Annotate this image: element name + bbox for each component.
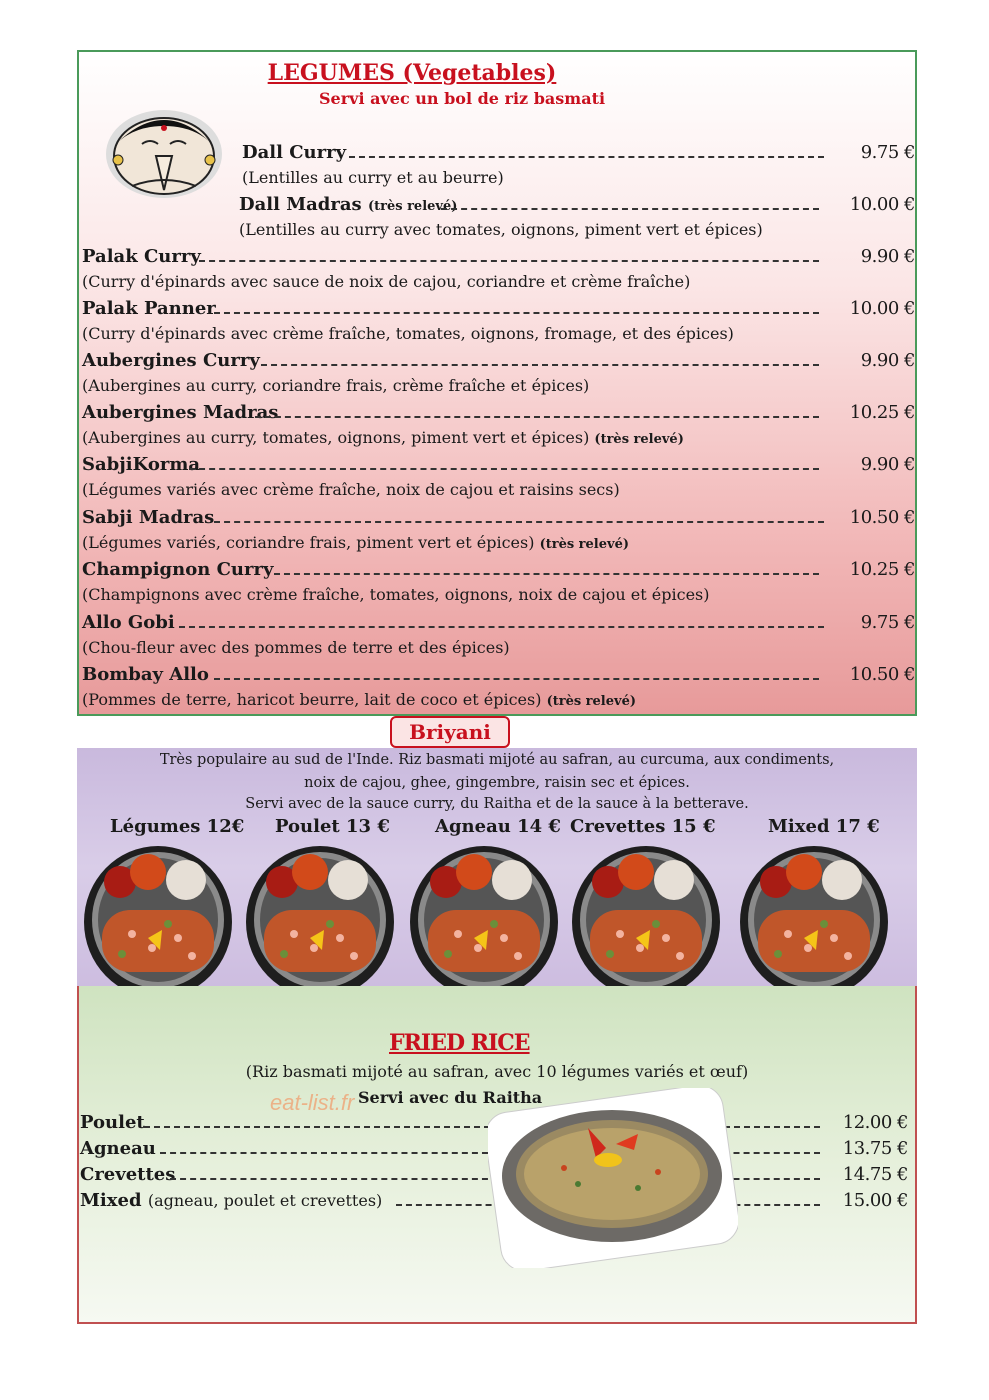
dish-name-text: Crevettes	[80, 1164, 176, 1185]
dish-name	[82, 559, 273, 580]
briyani-desc-line: Servi avec de la sauce curry, du Raitha et de la sauce à la betterave.	[245, 796, 749, 812]
dotted-leader	[189, 468, 819, 470]
dish-name	[82, 298, 216, 319]
briyani-plate-photo	[570, 838, 720, 998]
dish-description-text: (Lentilles au curry avec tomates, oignons, piment vert et épices)	[239, 220, 763, 239]
dish-description	[82, 272, 690, 291]
dish-name-text: Sabji Madras	[82, 507, 215, 528]
briyani-desc-line: Très populaire au sud de l'Inde. Riz basmati mijoté au safran, au curcuma, aux condiments,	[159, 752, 835, 768]
briyani-title: Briyani	[409, 720, 491, 744]
menu-item-row	[79, 246, 915, 272]
dotted-leader	[255, 416, 819, 418]
dish-description	[82, 585, 709, 604]
dotted-leader	[214, 312, 819, 314]
menu-item-row	[79, 507, 915, 533]
dish-description	[82, 480, 620, 499]
watermark: eat-list.fr	[270, 1090, 355, 1115]
dish-price: 10.00 €	[849, 194, 915, 215]
menu-item-row	[79, 454, 915, 480]
dotted-leader	[349, 156, 824, 158]
dotted-leader	[261, 364, 819, 366]
dish-name	[82, 402, 278, 423]
dish-description	[242, 168, 504, 187]
dotted-leader	[214, 521, 824, 523]
briyani-option-crevettes: Crevettes 15 €	[570, 816, 716, 837]
dish-price: 12.00 €	[842, 1112, 908, 1133]
dish-note: (agneau, poulet et crevettes)	[147, 1191, 383, 1210]
briyani-plate-photo	[408, 838, 558, 998]
dish-description	[239, 220, 763, 239]
fried-rice-served: Servi avec du Raitha	[358, 1088, 543, 1107]
menu-item-row	[79, 664, 915, 690]
dish-name	[80, 1190, 382, 1211]
dish-description-text: (Curry d'épinards avec sauce de noix de cajou, coriandre et crème fraîche)	[82, 272, 691, 291]
dish-description-text: (Lentilles au curry et au beurre)	[242, 168, 504, 187]
dish-description	[82, 690, 636, 709]
dish-description	[82, 638, 510, 657]
dish-name-text: Bombay Allo	[82, 664, 209, 685]
briyani-title-tab	[390, 716, 510, 748]
dish-name-text: Aubergines Curry	[82, 350, 260, 371]
dish-description	[82, 324, 734, 343]
dish-name-text: Dall Madras	[239, 194, 362, 215]
menu-item-row	[79, 194, 915, 220]
briyani-plate-photo	[738, 838, 888, 998]
dish-price: 10.00 €	[849, 298, 915, 319]
dotted-leader	[179, 626, 824, 628]
briyani-option-mixed: Mixed 17 €	[768, 816, 880, 837]
menu-item-row	[79, 350, 915, 376]
dish-price: 15.00 €	[842, 1190, 908, 1211]
dish-name	[82, 612, 175, 633]
legumes-title: LEGUMES (Vegetables)	[267, 60, 557, 86]
dish-name	[82, 507, 214, 528]
dish-price: 10.25 €	[849, 559, 915, 580]
dish-description-text: (Chou-fleur avec des pommes de terre et des épices)	[82, 638, 510, 657]
briyani-option-poulet: Poulet 13 €	[275, 816, 390, 837]
menu-item-row	[79, 298, 915, 324]
dish-name-text: Mixed	[80, 1190, 142, 1211]
dish-name	[80, 1138, 156, 1159]
dish-name	[80, 1112, 145, 1133]
menu-item-row	[79, 559, 915, 585]
dish-spicy-note: (très relevé)	[594, 432, 684, 447]
dish-name-text: Palak Curry	[82, 246, 201, 267]
dotted-leader	[199, 260, 819, 262]
dish-description	[82, 428, 684, 447]
dish-name	[82, 454, 200, 475]
legumes-section	[77, 50, 917, 716]
dish-price: 10.25 €	[849, 402, 915, 423]
dotted-leader	[274, 573, 819, 575]
dish-description-text: (Légumes variés avec crème fraîche, noix de cajou et raisins secs)	[82, 480, 620, 499]
dish-name-text: Dall Curry	[242, 142, 347, 163]
fried-rice-subtitle: (Riz basmati mijoté au safran, avec 10 légumes variés et œuf)	[245, 1062, 749, 1081]
dish-description	[82, 533, 629, 552]
briyani-plate-photo	[244, 838, 394, 998]
dish-description-text: (Champignons avec crème fraîche, tomates, oignons, noix de cajou et épices)	[82, 585, 710, 604]
dish-spicy-note: (très relevé)	[367, 199, 458, 214]
menu-item-row	[79, 402, 915, 428]
dish-price: 9.90 €	[860, 350, 915, 371]
dish-price: 9.90 €	[860, 454, 915, 475]
dish-name	[80, 1164, 175, 1185]
dish-name-text: Poulet	[80, 1112, 145, 1133]
fried-rice-title: FRIED RICE	[389, 1030, 530, 1056]
dish-price: 13.75 €	[842, 1138, 908, 1159]
dish-spicy-note: (très relevé)	[546, 694, 636, 709]
dish-name-text: Agneau	[80, 1138, 156, 1159]
dish-price: 10.50 €	[849, 664, 915, 685]
briyani-option-legumes: Légumes 12€	[110, 816, 245, 837]
dish-name-text: Aubergines Madras	[82, 402, 279, 423]
dish-description-text: (Aubergines au curry, coriandre frais, crème fraîche et épices)	[82, 376, 590, 395]
dish-description-text: (Aubergines au curry, tomates, oignons, piment vert et épices)	[82, 428, 590, 447]
dish-name-text: SabjiKorma	[82, 454, 201, 475]
dish-price: 10.50 €	[849, 507, 915, 528]
dish-name	[239, 194, 457, 215]
dish-name-text: Allo Gobi	[82, 612, 175, 633]
dish-price: 9.75 €	[860, 142, 915, 163]
briyani-option-agneau: Agneau 14 €	[435, 816, 561, 837]
dish-name-text: Palak Panner	[82, 298, 216, 319]
menu-item-row	[79, 612, 915, 638]
fried-rice-photo	[488, 1088, 738, 1268]
menu-item-row	[79, 142, 915, 168]
dish-price: 9.75 €	[860, 612, 915, 633]
dish-price: 14.75 €	[842, 1164, 908, 1185]
dish-name	[82, 664, 209, 685]
dish-description	[82, 376, 589, 395]
dish-price: 9.90 €	[860, 246, 915, 267]
briyani-desc-line: noix de cajou, ghee, gingembre, raisin sec et épices.	[304, 775, 690, 791]
dish-name	[82, 246, 201, 267]
briyani-plate-photo	[82, 838, 232, 998]
dotted-leader	[214, 678, 819, 680]
dish-spicy-note: (très relevé)	[539, 537, 629, 552]
dish-name-text: Champignon Curry	[82, 559, 274, 580]
dish-name	[242, 142, 346, 163]
dotted-leader	[441, 208, 819, 210]
dish-description-text: (Pommes de terre, haricot beurre, lait de coco et épices)	[82, 690, 542, 709]
legumes-subtitle: Servi avec un bol de riz basmati	[319, 89, 606, 108]
dish-description-text: (Curry d'épinards avec crème fraîche, tomates, oignons, fromage, et des épices)	[82, 324, 734, 343]
dish-description-text: (Légumes variés, coriandre frais, piment vert et épices)	[82, 533, 535, 552]
dish-name	[82, 350, 260, 371]
